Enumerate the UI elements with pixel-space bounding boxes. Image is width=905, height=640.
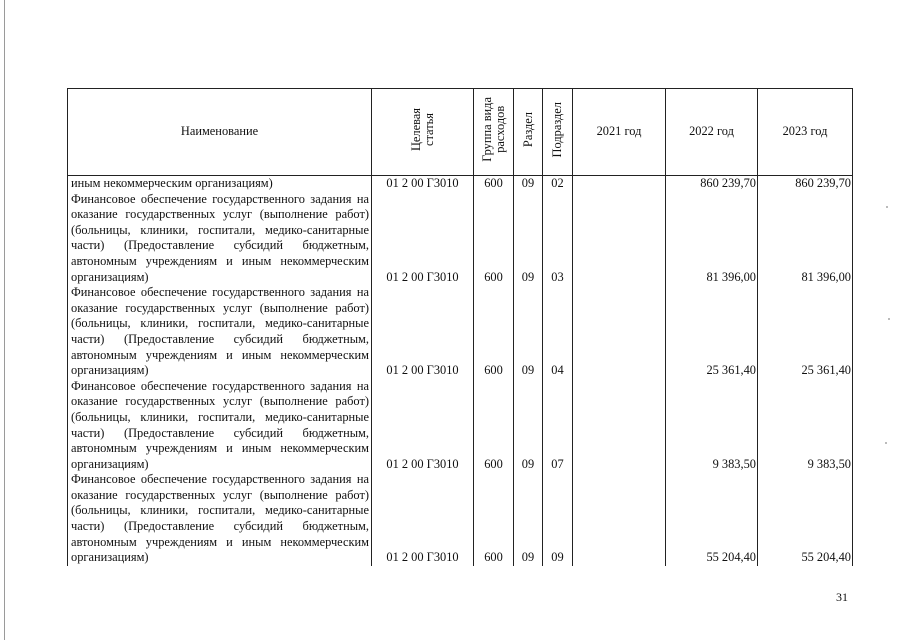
header-year-2022: 2022 год [666,89,758,176]
row-section: 09 [514,472,543,566]
header-target-article-label: Целевая статья [408,108,436,152]
scan-noise-dot [888,318,890,320]
row-subsection: 04 [543,285,573,379]
row-year-2023: 860 239,70 [758,176,853,192]
scan-binding-edge [4,0,5,640]
row-target-article: 01 2 00 Г3010 [372,192,474,286]
row-subsection: 09 [543,472,573,566]
row-subsection: 07 [543,379,573,473]
row-section: 09 [514,379,543,473]
row-year-2022: 860 239,70 [666,176,758,192]
row-year-2022: 81 396,00 [666,192,758,286]
row-expense-group: 600 [474,176,514,192]
row-year-2021 [573,192,666,286]
row-name: Финансовое обеспечение государственного задания на оказание государственных услуг (выполнение работ) (больницы, клиники, госпитали, медико-санитарные части) (Предоставление субсидий бюджетным, автономным учреждениям и иным некоммерческим организациям) [68,285,372,379]
header-expense-group [474,89,514,176]
row-target-article: 01 2 00 Г3010 [372,379,474,473]
row-name: Финансовое обеспечение государственного задания на оказание государственных услуг (выполнение работ) (больницы, клиники, госпитали, медико-санитарные части) (Предоставление субсидий бюджетным, автономным учреждениям и иным некоммерческим организациям) [68,379,372,473]
budget-table [67,88,853,566]
page-number: 31 [836,590,848,604]
header-year-2021: 2021 год [573,89,666,176]
row-year-2022: 55 204,40 [666,472,758,566]
header-section-label: Раздел [520,112,535,148]
row-year-2022: 9 383,50 [666,379,758,473]
row-year-2023: 25 361,40 [758,285,853,379]
row-year-2021 [573,379,666,473]
table-row [68,285,853,379]
row-year-2021 [573,285,666,379]
row-target-article: 01 2 00 Г3010 [372,472,474,566]
row-subsection: 02 [543,176,573,192]
row-year-2023: 55 204,40 [758,472,853,566]
header-year-2023: 2023 год [758,89,853,176]
row-expense-group: 600 [474,472,514,566]
row-year-2022: 25 361,40 [666,285,758,379]
header-target-article [372,89,474,176]
header-name: Наименование [68,89,372,176]
row-section: 09 [514,285,543,379]
row-section: 09 [514,176,543,192]
header-subsection-label: Подраздел [550,101,564,158]
row-name: Финансовое обеспечение государственного задания на оказание государственных услуг (выполнение работ) (больницы, клиники, госпитали, медико-санитарные части) (Предоставление субсидий бюджетным, автономным учреждениям и иным некоммерческим организациям) [68,192,372,286]
row-subsection: 03 [543,192,573,286]
scan-noise-dot [885,442,887,444]
header-subsection [543,89,573,176]
row-year-2023: 9 383,50 [758,379,853,473]
table-row [68,472,853,566]
row-year-2021 [573,176,666,192]
row-name: Финансовое обеспечение государственного задания на оказание государственных услуг (выполнение работ) (больницы, клиники, госпитали, медико-санитарные части) (Предоставление субсидий бюджетным, автономным учреждениям и иным некоммерческим организациям) [68,472,372,566]
table-row [68,192,853,286]
table-header-row [68,89,853,176]
row-target-article: 01 2 00 Г3010 [372,176,474,192]
header-expense-group-label: Группа вида расходов [479,97,507,163]
row-year-2023: 81 396,00 [758,192,853,286]
table-row [68,176,853,192]
row-expense-group: 600 [474,379,514,473]
table-row [68,379,853,473]
row-expense-group: 600 [474,192,514,286]
row-name: иным некоммерческим организациям) [68,176,372,192]
scan-noise-dot [886,206,888,208]
header-section [514,89,543,176]
row-year-2021 [573,472,666,566]
row-section: 09 [514,192,543,286]
row-target-article: 01 2 00 Г3010 [372,285,474,379]
row-expense-group: 600 [474,285,514,379]
